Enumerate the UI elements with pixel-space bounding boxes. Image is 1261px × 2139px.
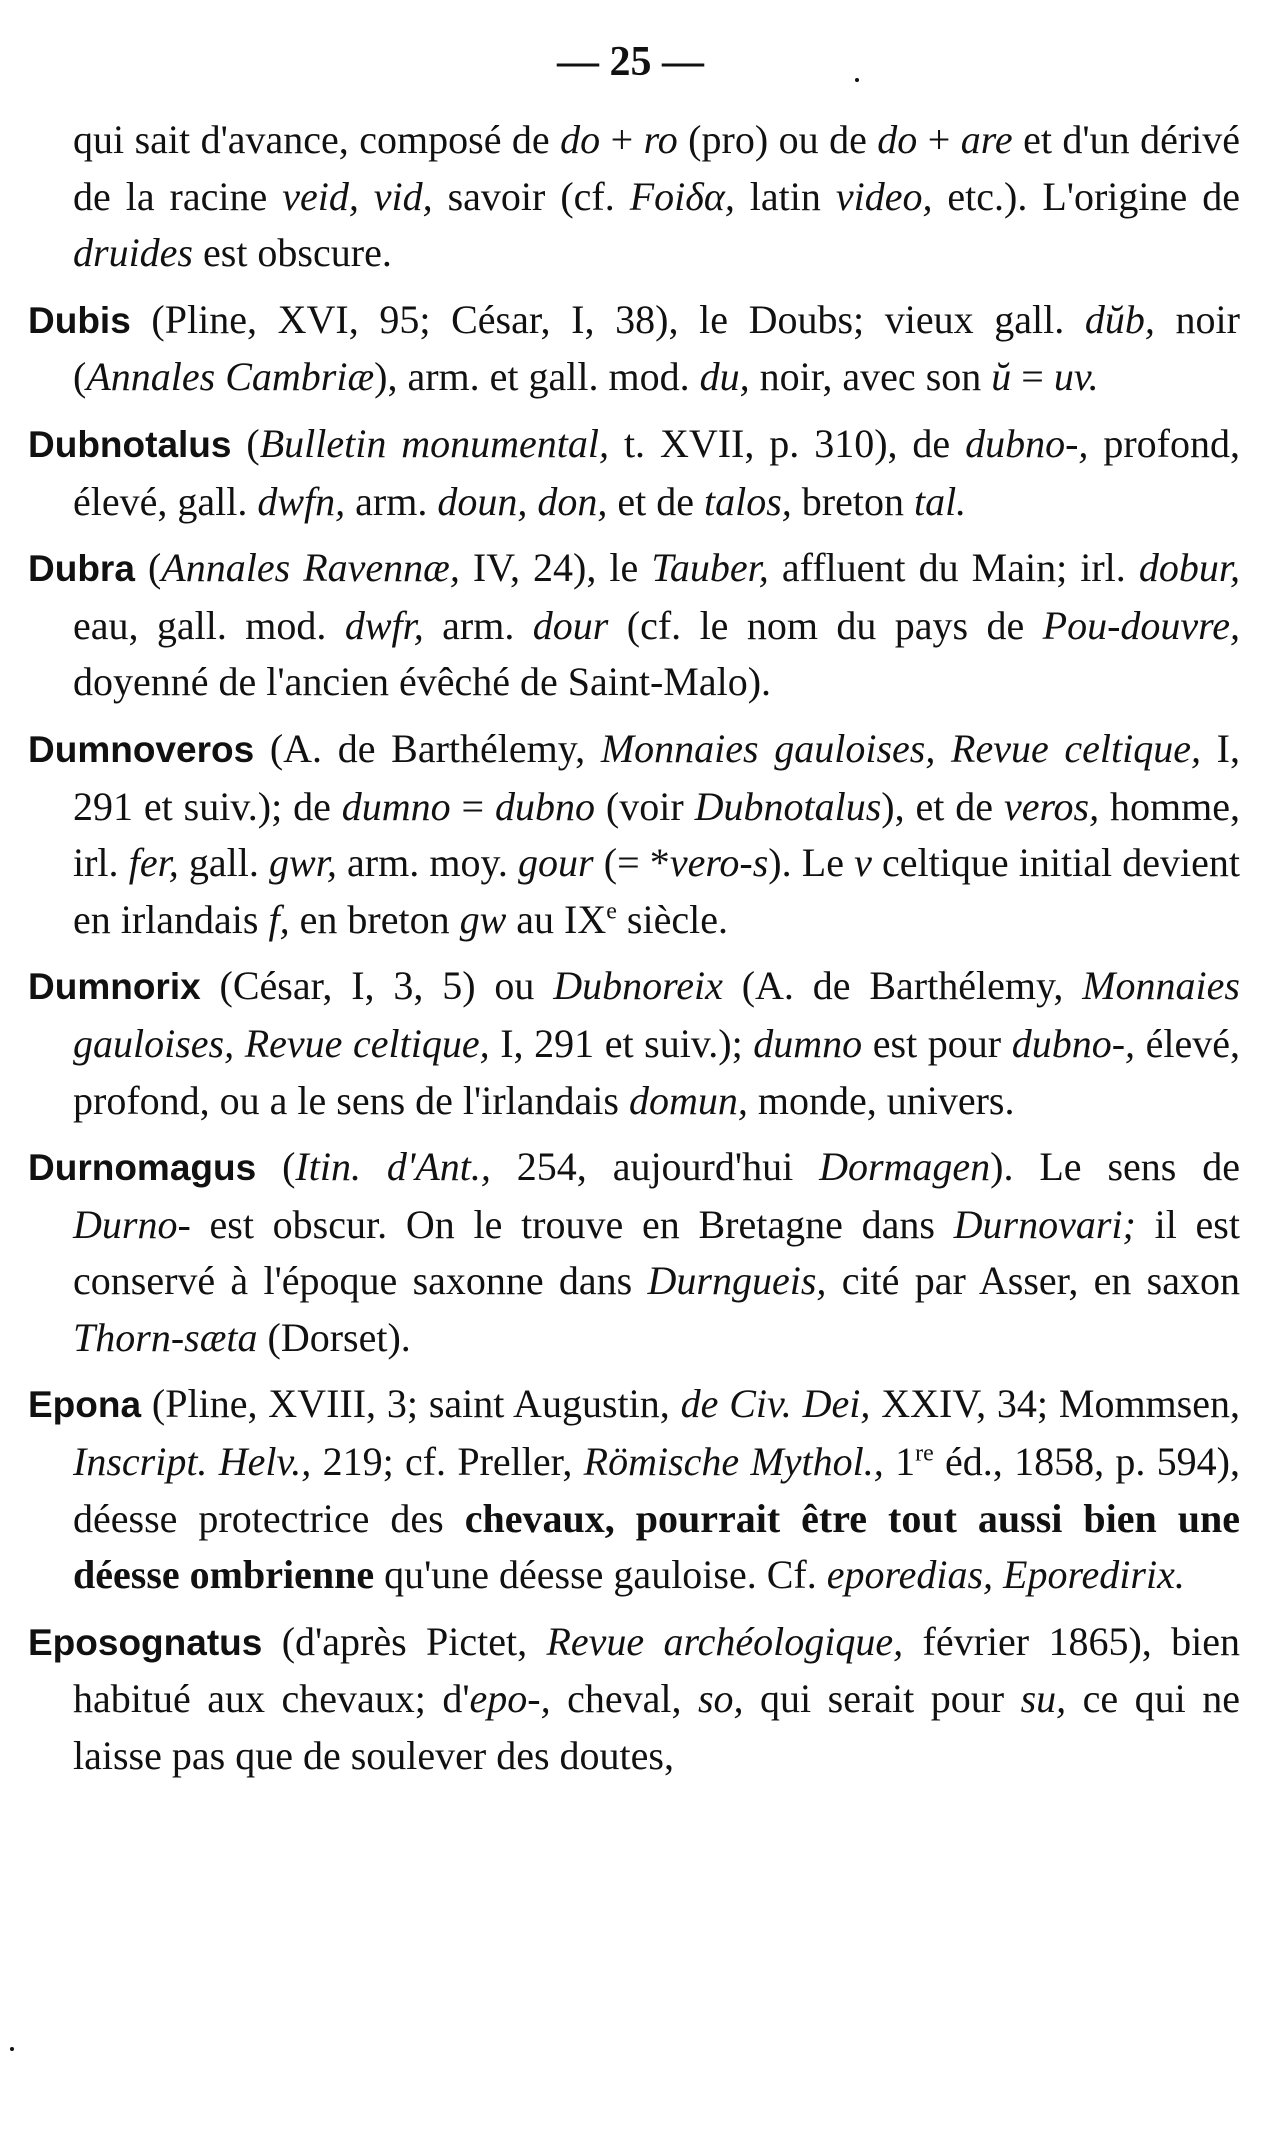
dictionary-text: [28, 112, 1240, 1795]
headword: Eposognatus: [28, 1621, 263, 1663]
entry-durnomagus: Durnomagus (Itin. d'Ant., 254, aujourd'hui Dormagen). Le sens de Durno- est obscur. On le trouve en Bretagne dans Durnovari; il est conservé à l'époque saxonne dans Durngueis, cité par Asser, en saxon Thorn-sæta (Dorset).: [28, 1144, 1240, 1360]
print-speck: [855, 78, 859, 82]
entry-dumnoveros: Dumnoveros (A. de Barthélemy, Monnaies gauloises, Revue celtique, I, 291 et suiv.); de dumno = dubno (voir Dubnotalus), et de veros, homme, irl. fer, gall. gwr, arm. moy. gour (= *vero-s). Le v celtique initial devient en irlandais f, en breton gw au IXe siècle.: [28, 725, 1241, 942]
headword: Dumnoveros: [28, 728, 255, 770]
entry-dubnotalus: Dubnotalus (Bulletin monumental, t. XVII, p. 310), de dubno-, profond, élevé, gall. dwfn, arm. doun, don, et de talos, breton tal.: [28, 420, 1240, 524]
headword: Dubis: [28, 299, 131, 341]
headword: Dubra: [28, 548, 135, 590]
entry-epona: Epona (Pline, XVIII, 3; saint Augustin, de Civ. Dei, XXIV, 34; Mommsen, Inscript. Helv., 219; cf. Preller, Römische Mythol., 1re éd., 1858, p. 594), déesse protectrice des chevaux, pourrait être tout aussi bien une déesse ombrienne qu'une déesse gauloise. Cf. eporedias, Eporedirix.: [28, 1381, 1240, 1598]
entry-dumnorix: Dumnorix (César, I, 3, 5) ou Dubnoreix (A. de Barthélemy, Monnaies gauloises, Revue celtique, I, 291 et suiv.); dumno est pour dubno-, élevé, profond, ou a le sens de l'irlandais domun, monde, univers.: [28, 963, 1240, 1123]
entry-continuation: qui sait d'avance, composé de do + ro (pro) ou de do + are et d'un dérivé de la racine veid, vid, savoir (cf. Foiδα, latin video, etc.). L'origine de druides est obscure.: [73, 117, 1241, 276]
headword: Dumnorix: [28, 966, 201, 1008]
entry-dubra: Dubra (Annales Ravennæ, IV, 24), le Tauber, affluent du Main; irl. dobur, eau, gall. mod. dwfr, arm. dour (cf. le nom du pays de Pou-douvre, doyenné de l'ancien évêché de Saint-Malo).: [28, 545, 1241, 705]
headword: Durnomagus: [28, 1147, 257, 1189]
headword: Dubnotalus: [28, 423, 232, 465]
entry-eposognatus: Eposognatus (d'après Pictet, Revue archéologique, février 1865), bien habitué aux chevaux; d'epo-, cheval, so, qui serait pour su, ce qui ne laisse pas que de soulever des doutes,: [28, 1618, 1241, 1779]
page-number: — 25 —: [557, 39, 704, 85]
print-speck: [10, 2047, 14, 2051]
entry-dubis: Dubis (Pline, XVI, 95; César, I, 38), le Doubs; vieux gall. dŭb, noir (Annales Cambriæ), arm. et gall. mod. du, noir, avec son ŭ = uv.: [28, 296, 1240, 400]
headword: Epona: [28, 1384, 142, 1426]
